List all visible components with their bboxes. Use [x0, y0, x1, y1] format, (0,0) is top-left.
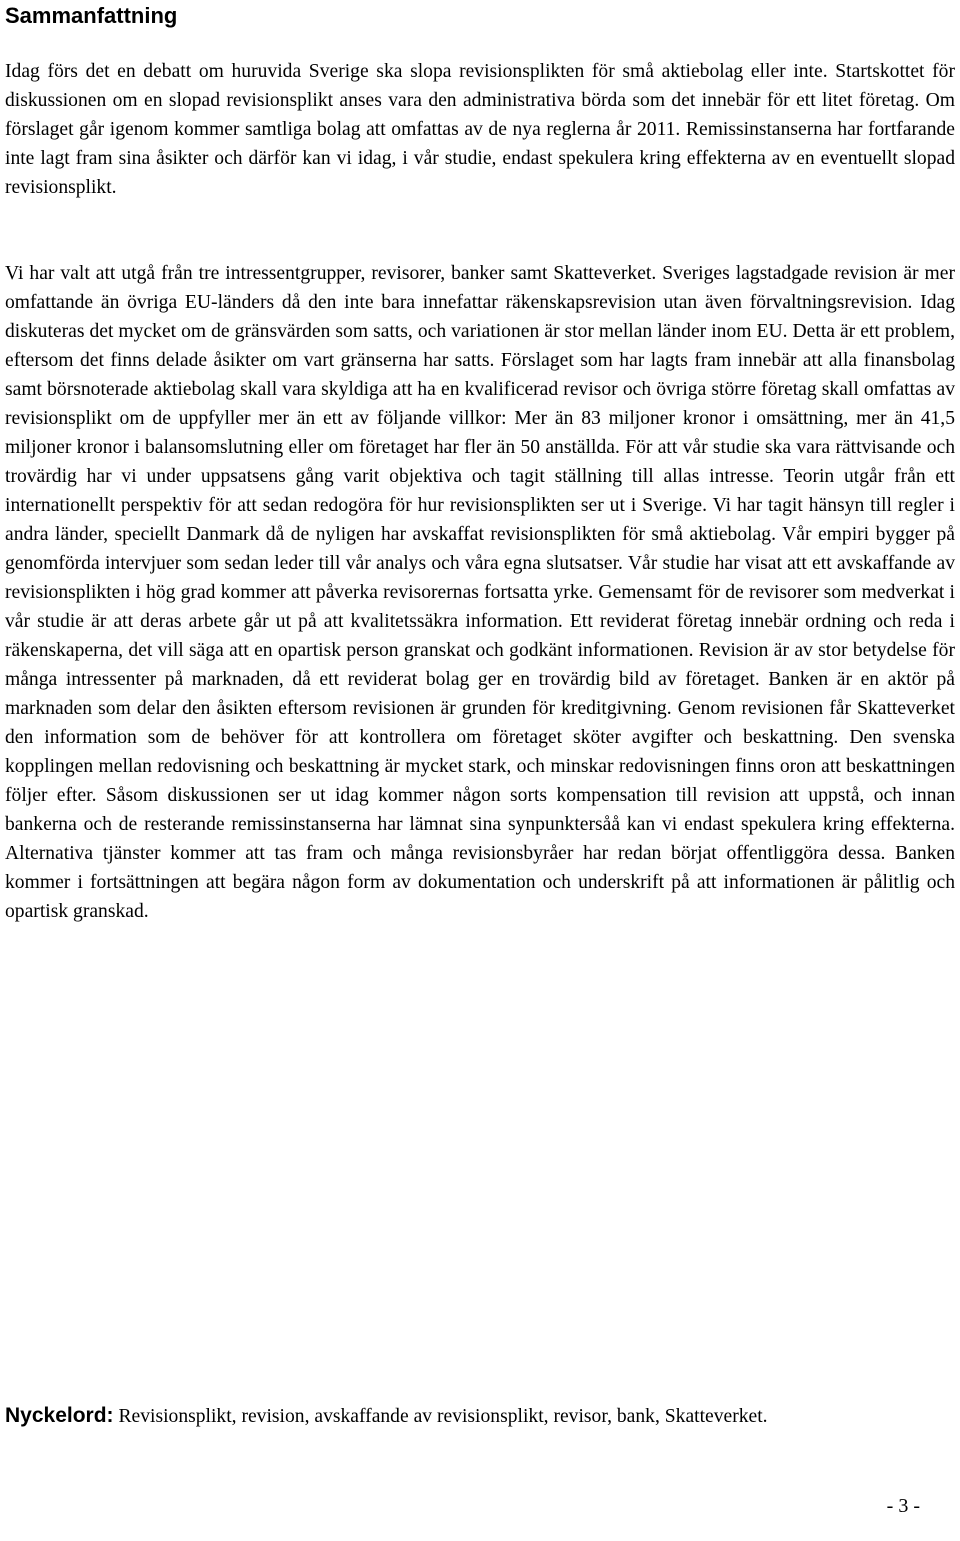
keywords-label: Nyckelord: [5, 1404, 114, 1427]
page-number: - 3 - [886, 1495, 920, 1517]
keywords-text: Revisionsplikt, revision, avskaffande av revisionsplikt, revisor, bank, Skatteverket. [113, 1406, 768, 1427]
paragraph-2: Vi har valt att utgå från tre intressentgrupper, revisorer, banker samt Skatteverket. Sveriges lagstadgade revision är mer omfattande än övriga EU-länders då den inte bara innefattar räkenskapsrevision utan även förvaltningsrevision. Idag diskuteras det mycket om de gränsvärden som satts, och variationen är stor mellan länder inom EU. Detta är ett problem, eftersom det finns delade åsikter om vart gränserna har satts. Förslaget som har lagts fram innebär att alla finansbolag samt börsnoterade aktiebolag skall vara skyldiga att ha en kvalificerad revisor och övriga större företag skall omfattas av revisionsplikt om de uppfyller mer än ett av följande villkor: Mer än 83 miljoner kronor i omsättning, mer än 41,5 miljoner kronor i balansomslutning eller om företaget har fler än 50 anställda. För att vår studie ska vara rättvisande och trovärdig har vi under uppsatsens gång varit objektiva och tagit ställning till allas intresse. Teorin utgår från ett internationellt perspektiv för att sedan redogöra för hur revisionsplikten ser ut i Sverige. Vi har tagit hänsyn till regler i andra länder, speciellt Danmark då de nyligen har avskaffat revisionsplikten för små aktiebolag. Vår empiri bygger på genomförda intervjuer som sedan leder till vår analys och våra egna slutsatser. Vår studie har visat att ett avskaffande av revisionsplikten i hög grad kommer att påverka revisorernas fortsatta yrke. Gemensamt för de revisorer som medverkat i vår studie är att deras arbete går ut på att kvalitetssäkra information. Ett reviderat företag innebär ordning och reda i räkenskaperna, det vill säga att en opartisk person granskat och godkänt informationen. Revision är av stor betydelse för många intressenter på marknaden, då ett reviderat bolag ger en trovärdig bild av företaget. Banken är en aktör på marknaden som delar den åsikten eftersom revisionen är grunden för kreditgivning. Genom revisionen får Skatteverket den information som de behöver för att kontrollera om företaget sköter avgifter och beskattning. Den svenska kopplingen mellan redovisning och beskattning är mycket stark, och minskar redovisningen finns oron att beskattningen följer efter. Såsom diskussionen ser ut idag kommer någon sorts kompensation till revision att uppstå, och innan bankerna och de resterande remissinstanserna har lämnat sina synpunktersåå kan vi endast spekulera kring effekterna. Alternativa tjänster kommer att tas fram och många revisionsbyråer har redan börjat offentliggöra dessa. Banken kommer i fortsättningen att begära någon form av dokumentation och underskrift på att informationen är pålitlig och opartisk granskad. [5, 263, 955, 922]
paragraph-1: Idag förs det en debatt om huruvida Sverige ska slopa revisionsplikten för små aktiebolag eller inte. Startskottet för diskussionen om en slopad revisionsplikt anses vara den administrativa börda som det innebär för ett litet företag. Om förslaget går igenom kommer samtliga bolag att omfattas av de nya reglerna år 2011. Remissinstanserna har fortfarande inte lagt fram sina åsikter och därför kan vi idag, i vår studie, endast spekulera kring effekterna av en eventuellt slopad revisionsplikt. [5, 61, 955, 198]
keywords-line [5, 1401, 955, 1431]
section-heading: Sammanfattning [5, 3, 178, 28]
